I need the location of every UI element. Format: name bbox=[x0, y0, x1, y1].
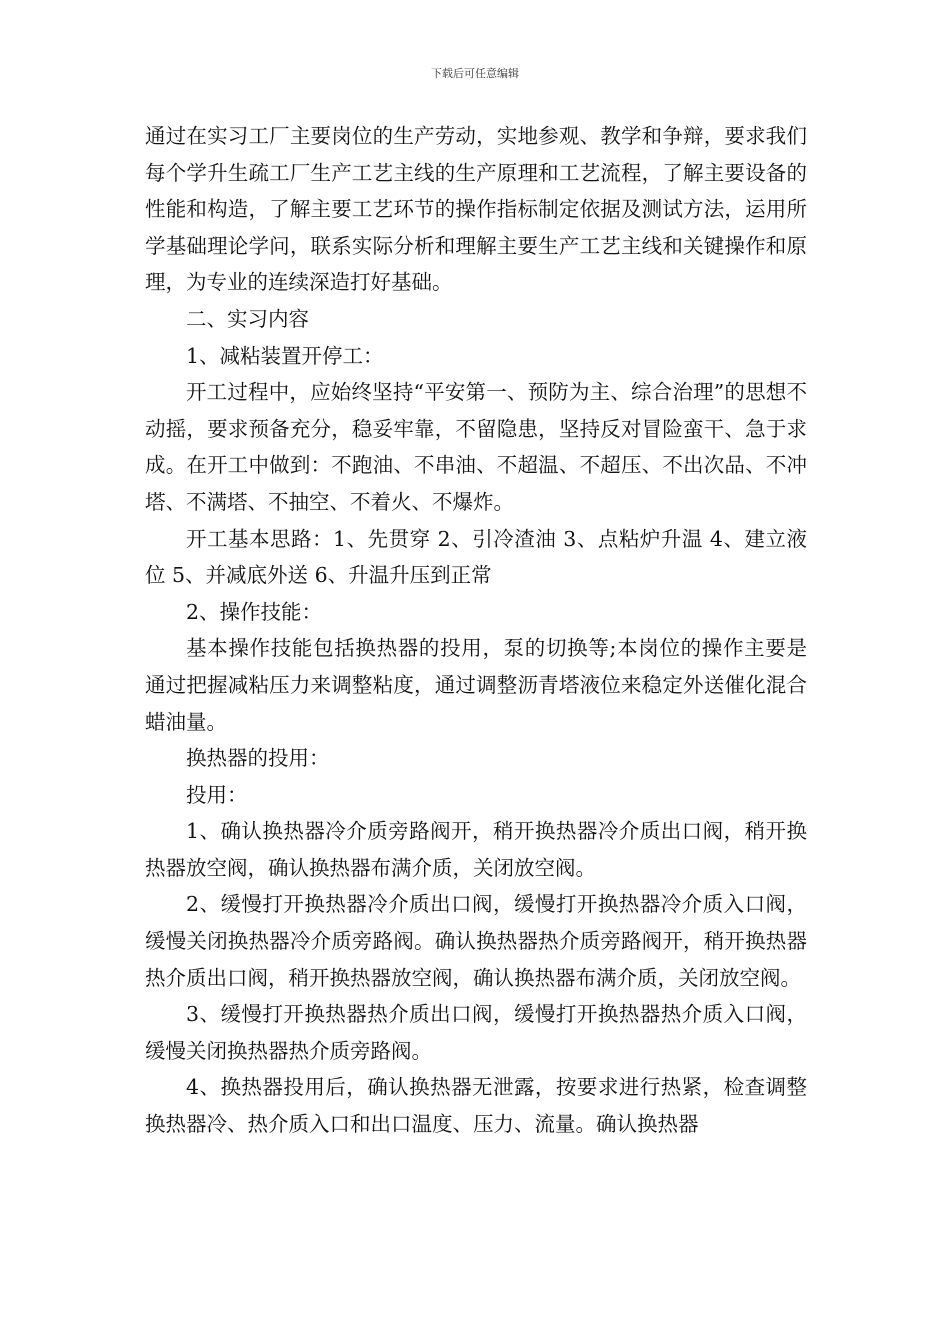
subheading-heat-exchanger-use: 换热器的投用： bbox=[186, 746, 330, 771]
paragraph-objective: 通过在实习工厂主要岗位的生产劳动，实地参观、教学和争辩，要求我们每个学升生疏工厂生产工艺主线的生产原理和工艺流程，了解主要设备的性能和构造，了解主要工艺环节的操作指标制定依据及测试方法，运用所学基础理论学问，联系实际分析和理解主要生产工艺主线和关键操作和原理，为专业的连续深造打好基础。 bbox=[145, 124, 807, 295]
paragraph-startup-principles: 开工过程中，应始终坚持“平安第一、预防为主、综合治理”的思想不动摇，要求预备充分，稳妥牢靠，不留隐患，坚持反对冒险蛮干、急于求成。在开工中做到：不跑油、不串油、不超温、不超压、不出次品、不冲塔、不满塔、不抽空、不着火、不爆炸。 bbox=[145, 380, 807, 514]
paragraph-startup-steps: 开工基本思路：1、先贯穿 2、引冷渣油 3、点粘炉升温 4、建立液位 5、并减底外送 6、升温升压到正常 bbox=[145, 526, 807, 588]
paragraph-step-3: 3、缓慢打开换热器热介质出口阀，缓慢打开换热器热介质入口阀，缓慢关闭换热器热介质旁路阀。 bbox=[145, 1002, 807, 1063]
subheading-startup-shutdown: 1、减粘装置开停工： bbox=[186, 343, 384, 368]
section-heading-internship-content: 二、实习内容 bbox=[186, 306, 309, 331]
paragraph-operating-skills: 基本操作技能包括换热器的投用，泵的切换等;本岗位的操作主要是通过把握减粘压力来调整粘度，通过调整沥青塔液位来稳定外送催化混合蜡油量。 bbox=[145, 636, 807, 734]
paragraph-step-2: 2、缓慢打开换热器冷介质出口阀，缓慢打开换热器冷介质入口阀，缓慢关闭换热器冷介质旁路阀。确认换热器热介质旁路阀开，稍开换热器热介质出口阀，稍开换热器放空阀，确认换热器布满介质，关闭放空阀。 bbox=[145, 892, 807, 990]
page-header: 下载后可任意编辑 bbox=[431, 67, 519, 80]
paragraph-step-1: 1、确认换热器冷介质旁路阀开，稍开换热器冷介质出口阀，稍开换热器放空阀，确认换热器布满介质，关闭放空阀。 bbox=[145, 819, 807, 880]
subheading-operating-skills: 2、操作技能： bbox=[186, 599, 323, 624]
subheading-put-into-use: 投用： bbox=[186, 782, 248, 807]
document-body bbox=[145, 118, 807, 1143]
paragraph-step-4: 4、换热器投用后，确认换热器无泄露，按要求进行热紧，检查调整换热器冷、热介质入口和出口温度、压力、流量。确认换热器 bbox=[145, 1075, 807, 1137]
